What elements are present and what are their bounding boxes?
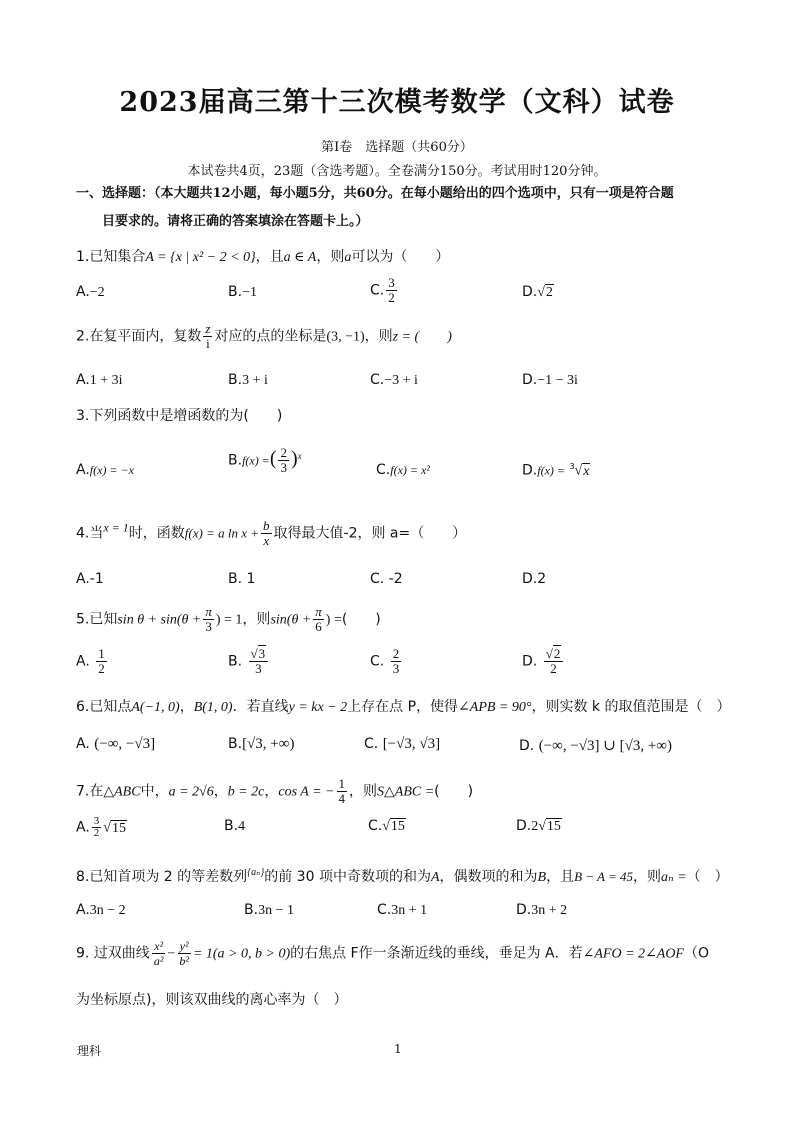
q5-expr2: ) = 1 bbox=[215, 612, 243, 628]
numerator: 1 bbox=[98, 646, 105, 661]
numerator: π bbox=[205, 604, 212, 619]
value: f(x) = bbox=[242, 453, 270, 468]
q7-mid2: ，则 bbox=[349, 783, 377, 800]
radicand: 15 bbox=[546, 819, 561, 834]
denominator: 3 bbox=[280, 460, 287, 475]
q5-option-a[interactable] bbox=[76, 647, 109, 676]
q2-option-a[interactable] bbox=[76, 372, 123, 389]
footer-subject: 理科 bbox=[77, 1044, 102, 1058]
q2-option-d[interactable] bbox=[522, 372, 578, 389]
sqrt: √15 bbox=[538, 819, 561, 834]
q4-option-b[interactable]: B. 1 bbox=[228, 571, 256, 587]
q1-set: A = {x | x² − 2 < 0} bbox=[145, 250, 256, 265]
value: 3n + 2 bbox=[531, 903, 568, 918]
q6-mid1: ．若直线 bbox=[232, 699, 289, 715]
q2-post: ，则 bbox=[364, 328, 393, 345]
q3-option-d[interactable] bbox=[522, 462, 590, 480]
q8-eq: B − A = 45 bbox=[574, 869, 634, 884]
label: D. bbox=[522, 372, 538, 388]
q7-option-a[interactable] bbox=[76, 816, 127, 839]
fraction bbox=[152, 939, 166, 968]
value: −2 bbox=[89, 285, 105, 300]
q1-mid: ，且 bbox=[255, 249, 284, 265]
denominator: 3 bbox=[255, 661, 262, 676]
question-7: 7.在△ABC中，a = 2√6，b = 2c，cos A = − $\frac{1}{4}$ ，则S△ABC =( ) bbox=[76, 776, 474, 806]
sqrt: √3 bbox=[250, 646, 266, 661]
value: 3 + i bbox=[242, 373, 268, 388]
q5-pre: 5.已知 bbox=[76, 611, 118, 628]
question-2 bbox=[76, 322, 452, 351]
label: C. bbox=[370, 653, 385, 670]
sqrt: √x bbox=[574, 463, 590, 479]
fraction bbox=[203, 322, 212, 351]
q4-option-a[interactable]: A.-1 bbox=[76, 571, 104, 587]
radicand: 15 bbox=[111, 820, 126, 836]
numerator: b bbox=[263, 518, 270, 533]
volume-heading: 第Ⅰ卷 选择题（共60分） bbox=[321, 140, 473, 155]
fraction bbox=[96, 647, 107, 676]
q4-function: f(x) = a ln x + bbox=[184, 525, 260, 541]
q5-option-d[interactable] bbox=[522, 647, 565, 676]
q4-post: 取得最大值-2，则 a=（ ） bbox=[273, 525, 467, 542]
paren-close: ) bbox=[290, 447, 298, 470]
denominator: 2 bbox=[388, 290, 395, 305]
fraction bbox=[249, 647, 269, 676]
q1-option-b[interactable] bbox=[228, 284, 257, 301]
q3-option-b[interactable] bbox=[228, 446, 302, 475]
label: A. bbox=[76, 284, 90, 300]
question-3: 3.下列函数中是增函数的为( ) bbox=[76, 408, 283, 424]
label: D. bbox=[522, 284, 538, 300]
q7-cond3: cos A = − bbox=[278, 784, 335, 800]
q2-pre: 2.在复平面内，复数 bbox=[76, 328, 202, 345]
q9-post: （O bbox=[683, 945, 710, 962]
q1-option-d[interactable] bbox=[522, 284, 554, 301]
q7-pre: 7.在 bbox=[76, 783, 104, 800]
q9-eq: = 1(a > 0, b > 0) bbox=[192, 946, 291, 962]
denominator: 2 bbox=[550, 661, 557, 676]
section-cont: 目要求的。请将正确的答案填涂在答题卡上。） bbox=[102, 214, 369, 229]
fraction bbox=[313, 605, 324, 634]
value: −3 + i bbox=[384, 373, 418, 388]
q9-mid: 的右焦点 F作一条渐近线的垂线，垂足为 A．若 bbox=[290, 945, 583, 962]
denominator: 6 bbox=[315, 619, 322, 634]
q2-point: (3, −1) bbox=[326, 329, 365, 345]
q6-option-a[interactable] bbox=[76, 736, 155, 753]
fraction bbox=[544, 647, 564, 676]
label: B. bbox=[228, 736, 243, 752]
q7-cond1: a = 2√6 bbox=[168, 784, 214, 800]
q7-mid1: 中， bbox=[140, 783, 169, 800]
q7-post: ( ) bbox=[434, 783, 474, 800]
numerator: 2 bbox=[392, 646, 400, 661]
denominator: 2 bbox=[98, 661, 105, 676]
q7-option-b[interactable] bbox=[224, 818, 245, 835]
label: C. bbox=[364, 736, 379, 752]
value: 4 bbox=[238, 819, 246, 834]
label: A. bbox=[76, 902, 90, 918]
sqrt: √15 bbox=[382, 819, 405, 834]
exam-info: 本试卷共4页，23题（含选考题）。全卷满分150分。考试用时120分钟。 bbox=[187, 164, 607, 179]
q8-an: aₙ = bbox=[661, 870, 687, 885]
root-index: 3 bbox=[569, 462, 575, 471]
denominator: 2 bbox=[93, 827, 100, 839]
q9-minus: − bbox=[167, 946, 176, 962]
q7-cond2: b = 2c bbox=[227, 784, 265, 800]
label: D. bbox=[522, 462, 538, 479]
page-number: 1 bbox=[394, 1042, 402, 1056]
q4-cond: x = 1 bbox=[103, 520, 129, 535]
q4-option-d[interactable]: D.2 bbox=[522, 571, 547, 587]
value: 3n + 1 bbox=[391, 903, 428, 918]
q6-sep: ， bbox=[179, 699, 194, 715]
q8-option-b[interactable] bbox=[244, 902, 294, 919]
q2-eq: z = ( ) bbox=[392, 329, 452, 345]
q8-mid4: ，则 bbox=[633, 869, 662, 885]
q4-option-c[interactable]: C. -2 bbox=[370, 571, 403, 587]
radicand: 3 bbox=[258, 646, 266, 661]
label: C. bbox=[370, 372, 385, 388]
denominator: i bbox=[206, 336, 210, 351]
numerator: 1 bbox=[338, 776, 345, 791]
q1-var: a bbox=[344, 250, 352, 265]
denominator: 3 bbox=[205, 619, 212, 634]
q1-cond: a ∈ A bbox=[283, 250, 317, 265]
q4-pre: 4.当 bbox=[76, 525, 104, 542]
denominator: 3 bbox=[392, 661, 400, 676]
numerator: z bbox=[205, 321, 211, 336]
q6-point-a: A(−1, 0) bbox=[131, 700, 180, 715]
q9-pre: 9. 过双曲线 bbox=[76, 945, 150, 962]
numerator: x² bbox=[154, 939, 164, 953]
q6-mid2: 上存在点 P，使得 bbox=[347, 699, 459, 715]
numerator: 3 bbox=[388, 275, 395, 290]
q1-option-a[interactable] bbox=[76, 284, 105, 301]
label: A. bbox=[76, 462, 90, 478]
value: −1 bbox=[242, 285, 257, 300]
q1-pre: 1.已知集合 bbox=[76, 249, 146, 265]
q1-post: ，则 bbox=[316, 249, 345, 265]
exponent: x bbox=[297, 450, 302, 461]
fraction bbox=[337, 777, 348, 806]
fraction bbox=[391, 647, 402, 676]
value: −1 − 3i bbox=[537, 373, 578, 388]
q5-expr1: sin θ + sin(θ + bbox=[117, 612, 202, 628]
question-6 bbox=[76, 696, 730, 716]
label: A. bbox=[76, 819, 90, 836]
label: C. bbox=[370, 282, 385, 299]
q6-option-b[interactable] bbox=[228, 736, 294, 753]
q6-line: y = kx − 2 bbox=[288, 700, 348, 715]
q6-point-b: B(1, 0) bbox=[193, 700, 233, 715]
label: D. bbox=[519, 738, 535, 754]
q8-sum-a: A bbox=[430, 870, 440, 885]
denominator: x bbox=[263, 533, 270, 548]
label: B. bbox=[224, 818, 239, 834]
question-1 bbox=[76, 246, 449, 266]
denominator: b² bbox=[179, 954, 189, 968]
q8-option-d[interactable] bbox=[516, 902, 567, 919]
q8-sequence: {aₙ} bbox=[247, 867, 265, 878]
q6-post: ，则实数 k 的取值范围是（ ） bbox=[531, 699, 731, 715]
numerator: 2 bbox=[280, 445, 287, 460]
numerator: y² bbox=[179, 939, 189, 953]
fraction bbox=[278, 446, 289, 475]
q5-option-b[interactable] bbox=[228, 647, 270, 676]
q3-option-a[interactable] bbox=[76, 462, 134, 478]
label: C. bbox=[368, 818, 383, 834]
value: 3n − 2 bbox=[89, 903, 126, 918]
q1-end: 可以为（ ） bbox=[351, 249, 450, 265]
paren-open: ( bbox=[269, 447, 277, 470]
q3-option-c[interactable] bbox=[376, 462, 430, 478]
question-5 bbox=[76, 605, 381, 634]
value: f(x) = x² bbox=[390, 463, 430, 477]
denominator: 4 bbox=[338, 791, 345, 806]
value: (−∞, −√3] ∪ [√3, +∞) bbox=[538, 738, 672, 754]
numerator: 3 bbox=[93, 815, 100, 827]
label: A. bbox=[76, 736, 90, 752]
label: B. bbox=[228, 653, 243, 670]
value: f(x) = −x bbox=[89, 463, 134, 477]
q5-mid: ，则 bbox=[242, 611, 271, 628]
sqrt: √15 bbox=[103, 820, 126, 836]
value: [√3, +∞) bbox=[242, 736, 295, 752]
q1-option-c[interactable] bbox=[370, 276, 399, 305]
radicand: x bbox=[583, 463, 590, 479]
label: A. bbox=[76, 372, 90, 388]
value: 1 + 3i bbox=[89, 373, 123, 388]
label: B. bbox=[228, 452, 243, 469]
q9-angle: ∠AFO = 2∠AOF bbox=[582, 946, 684, 962]
q2-option-c[interactable] bbox=[370, 372, 418, 389]
page-title: 2023届高三第十三次模考数学（文科）试卷 bbox=[119, 87, 675, 118]
label: D. bbox=[516, 818, 532, 834]
q8-option-a[interactable] bbox=[76, 902, 126, 919]
value: [−√3, √3] bbox=[382, 736, 441, 752]
q8-mid1: 的前 30 项中奇数项的和为 bbox=[264, 869, 431, 885]
q8-post: （ ） bbox=[686, 869, 729, 885]
question-9 bbox=[76, 939, 709, 968]
fraction bbox=[177, 939, 191, 968]
fraction bbox=[203, 605, 214, 634]
value: 2 bbox=[531, 819, 539, 834]
section-head: 一、选择题：（本大题共12小题，每小题5分，共60分。在每小题给出的四个选项中，只有一项是符合题 bbox=[76, 186, 674, 201]
q4-mid: 时，函数 bbox=[128, 525, 185, 542]
q7-triangle: △ABC bbox=[103, 784, 141, 800]
q8-option-c[interactable] bbox=[377, 902, 427, 919]
sqrt: √2 bbox=[537, 285, 553, 300]
q5-expr3: sin(θ + bbox=[270, 612, 312, 628]
q8-mid3: ，且 bbox=[546, 869, 575, 885]
label: B. bbox=[228, 372, 243, 388]
question-9-line2: 为坐标原点)，则该双曲线的离心率为（ ） bbox=[76, 992, 348, 1008]
label: A. bbox=[76, 653, 90, 670]
section-instructions bbox=[76, 180, 726, 236]
q6-pre: 6.已知点 bbox=[76, 699, 132, 715]
q5-post: ( ) bbox=[341, 611, 381, 628]
q6-option-d[interactable] bbox=[519, 736, 672, 755]
label: C. bbox=[376, 462, 391, 478]
q6-option-c[interactable] bbox=[364, 736, 440, 753]
question-8 bbox=[76, 866, 729, 886]
q2-mid: 对应的点的坐标是 bbox=[214, 328, 327, 345]
q2-option-b[interactable] bbox=[228, 372, 268, 389]
radicand: 2 bbox=[553, 646, 561, 661]
label: B. bbox=[244, 902, 259, 918]
sqrt: √2 bbox=[545, 646, 561, 661]
value: (−∞, −√3] bbox=[94, 736, 156, 752]
label: C. bbox=[377, 902, 392, 918]
q5-expr4: ) = bbox=[325, 612, 342, 628]
q5-option-c[interactable] bbox=[370, 647, 403, 676]
fraction bbox=[386, 276, 397, 305]
numerator: π bbox=[315, 604, 322, 619]
q7-area: S△ABC = bbox=[377, 784, 435, 800]
q8-pre: 8.已知首项为 2 的等差数列 bbox=[76, 869, 248, 885]
label: D. bbox=[522, 653, 538, 670]
q6-angle: ∠APB = 90° bbox=[458, 700, 532, 715]
q8-mid2: ，偶数项的和为 bbox=[439, 869, 538, 885]
denominator: a² bbox=[153, 954, 164, 968]
label: D. bbox=[516, 902, 532, 918]
value: 3n − 1 bbox=[258, 903, 294, 918]
q8-sum-b: B bbox=[537, 870, 547, 885]
q7-option-c[interactable] bbox=[368, 818, 406, 835]
question-4 bbox=[76, 519, 466, 548]
q7-option-d[interactable] bbox=[516, 818, 562, 835]
radicand: 15 bbox=[390, 819, 405, 834]
label: B. bbox=[228, 284, 243, 300]
fraction bbox=[261, 519, 272, 548]
fraction bbox=[92, 816, 102, 839]
value: f(x) = bbox=[537, 463, 565, 478]
radicand: 2 bbox=[545, 285, 553, 300]
